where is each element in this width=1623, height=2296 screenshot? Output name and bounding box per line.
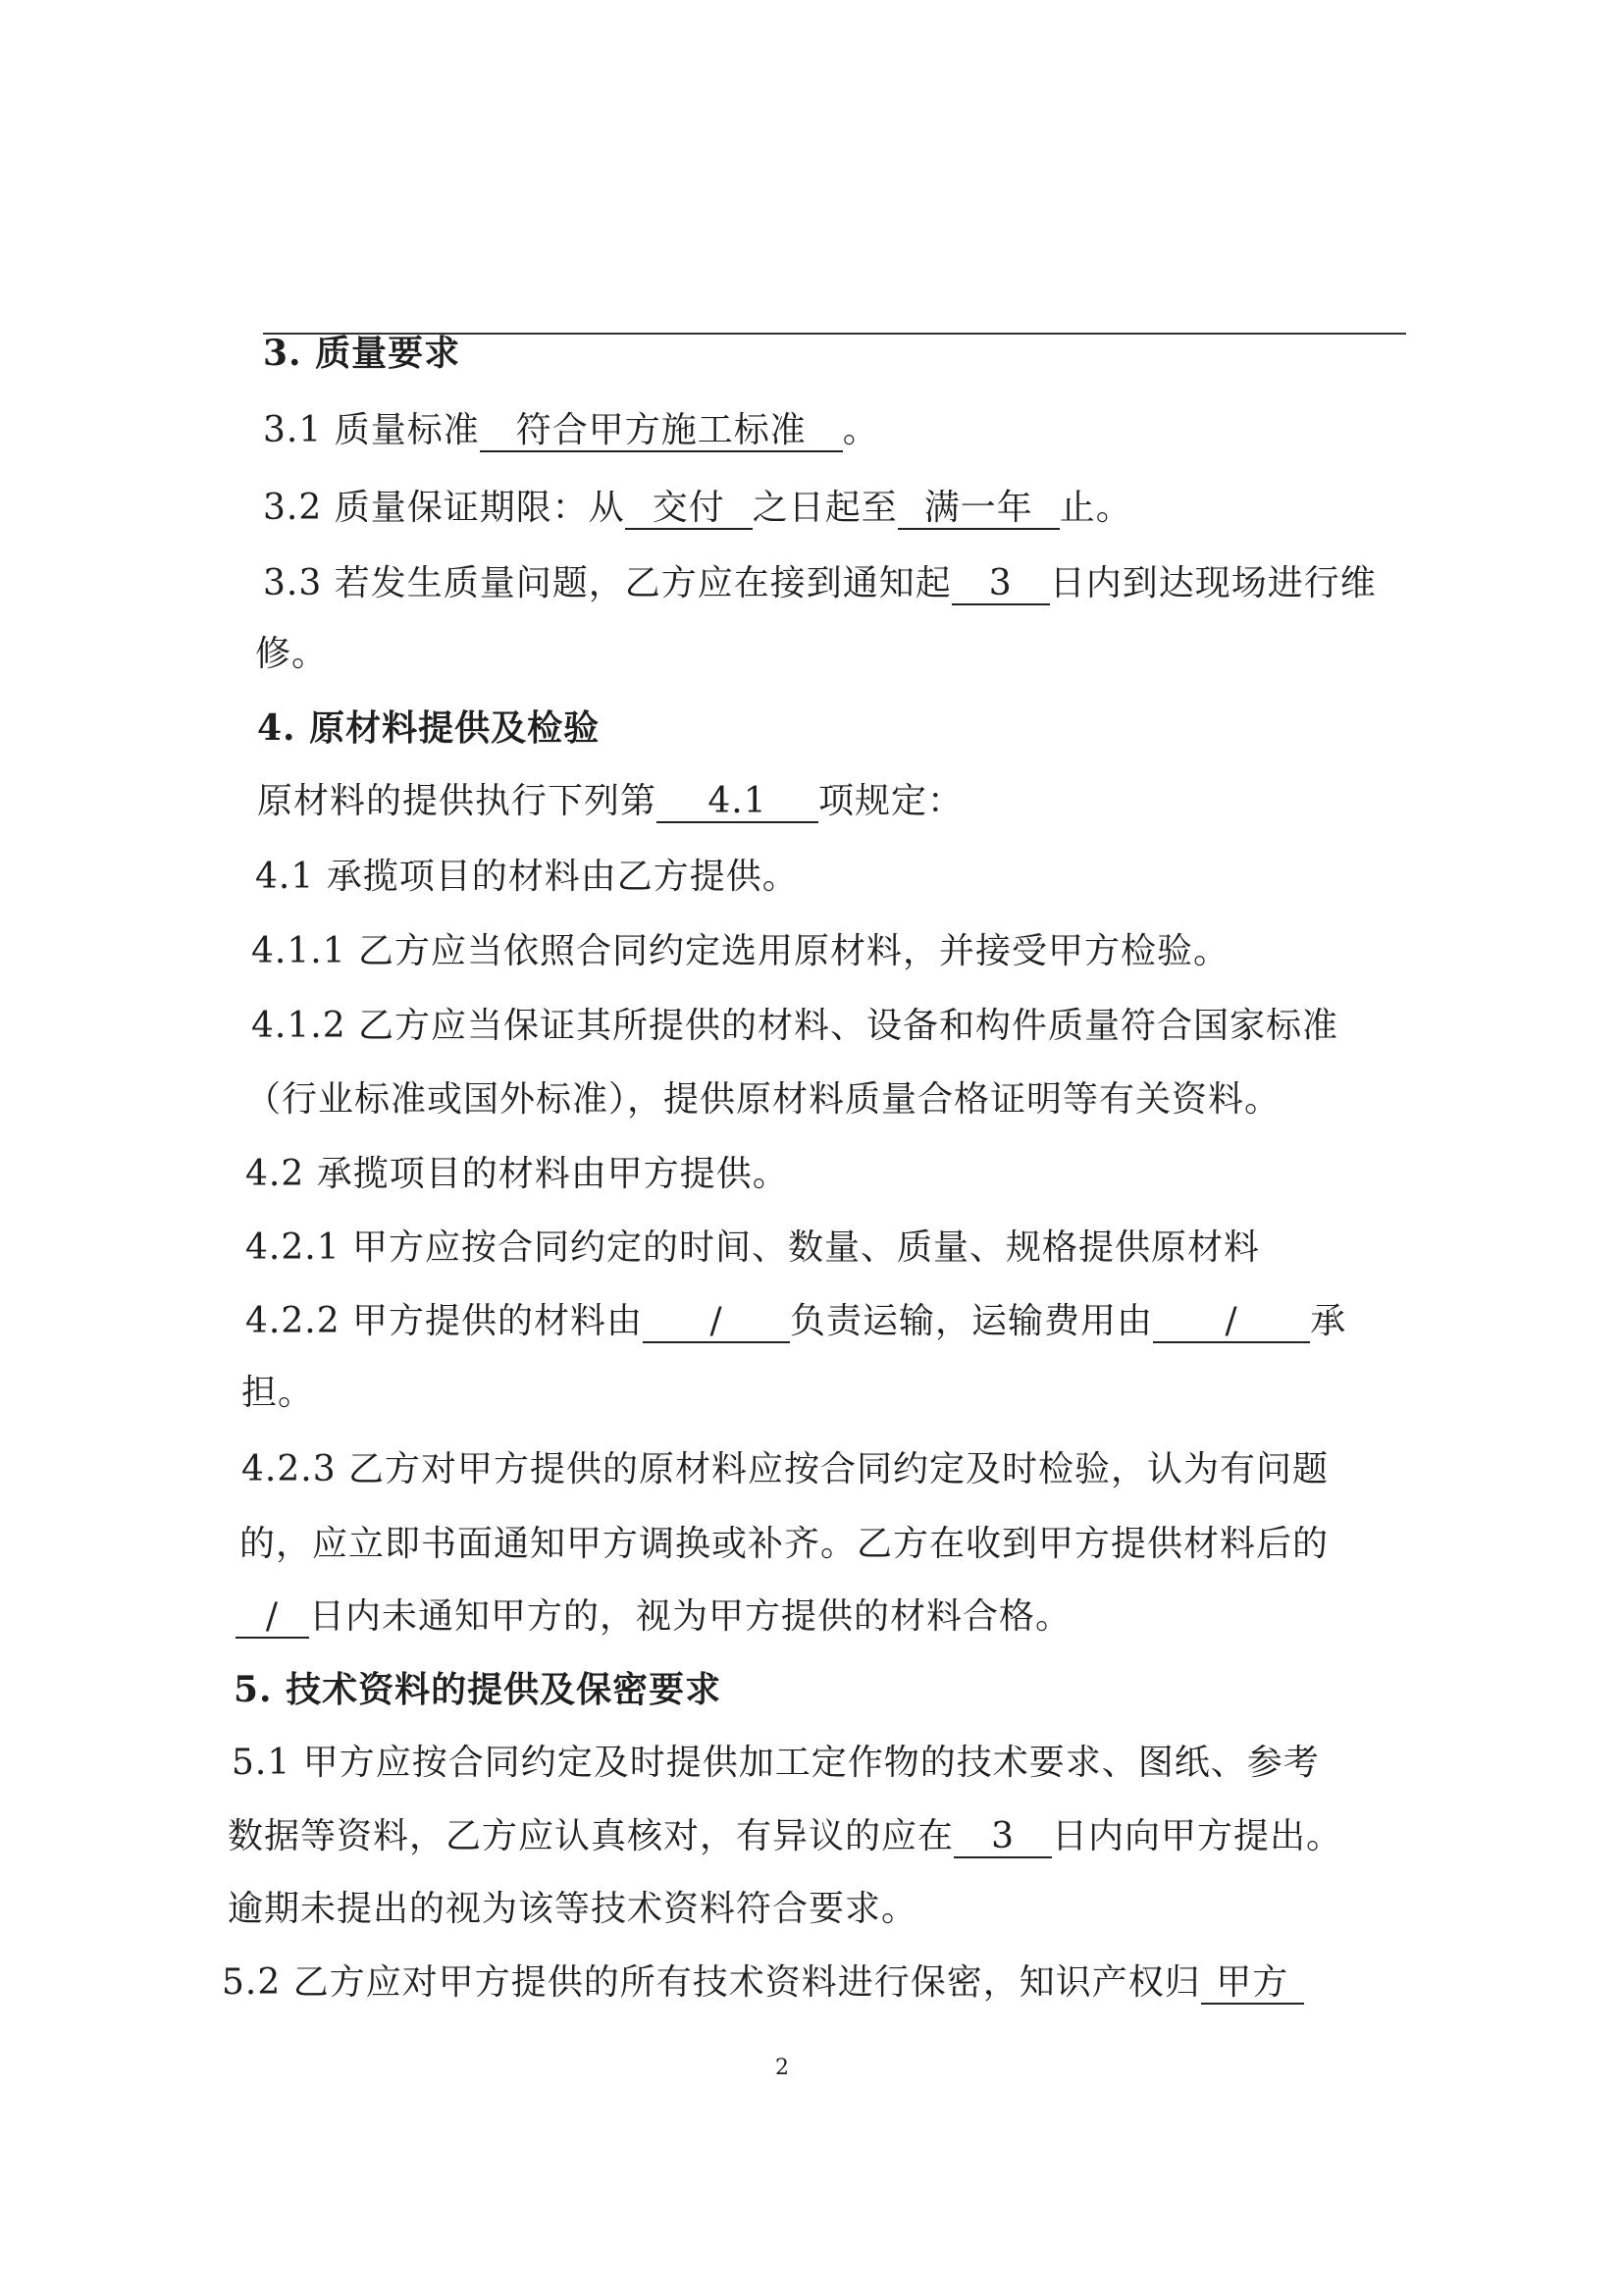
clause-5-1-cont2: 逾期未提出的视为该等技术资料符合要求。 xyxy=(228,1889,918,1929)
quality-standard-blank: 符合甲方施工标准 xyxy=(480,411,843,452)
clause-4-1-2: 4.1.2 乙方应当保证其所提供的材料、设备和构件质量符合国家标准 xyxy=(251,1006,1339,1046)
objection-days-blank: 3 xyxy=(954,1817,1052,1858)
transport-party-blank: / xyxy=(643,1302,790,1343)
clause-4-2: 4.2 承揽项目的材料由甲方提供。 xyxy=(245,1154,789,1194)
warranty-end-blank: 满一年 xyxy=(898,489,1060,530)
transport-cost-blank: / xyxy=(1153,1302,1310,1343)
clause-4-2-2-cont: 担。 xyxy=(241,1373,315,1413)
clause-4-2-1: 4.2.1 甲方应按合同约定的时间、数量、质量、规格提供原材料 xyxy=(245,1227,1261,1268)
inspection-days-blank: / xyxy=(236,1597,309,1639)
section-5-heading: 5. 技术资料的提供及保密要求 xyxy=(234,1669,722,1710)
materials-intro: 原材料的提供执行下列第 4.1 项规定： xyxy=(257,781,965,821)
clause-4-1-2-cont: （行业标准或国外标准），提供原材料质量合格证明等有关资料。 xyxy=(245,1079,1282,1120)
clause-5-2: 5.2 乙方应对甲方提供的所有技术资料进行保密，知识产权归 甲方 xyxy=(222,1959,1304,2007)
clause-4-2-2: 4.2.2 甲方提供的材料由 / 负责运输，运输费用由 / 承 xyxy=(245,1301,1347,1341)
clause-3-3-cont: 修。 xyxy=(255,634,329,674)
clause-4-2-3: 4.2.3 乙方对甲方提供的原材料应按合同约定及时检验，认为有问题 xyxy=(241,1449,1330,1489)
clause-4-1: 4.1 承揽项目的材料由乙方提供。 xyxy=(255,857,799,897)
clause-3-3: 3.3 若发生质量问题，乙方应在接到通知起 3 日内到达现场进行维 xyxy=(263,563,1377,603)
section-4-heading: 4. 原材料提供及检验 xyxy=(257,707,601,749)
section-3-heading: 3. 质量要求 xyxy=(263,333,461,374)
materials-clause-blank: 4.1 xyxy=(656,782,818,823)
clause-3-2: 3.2 质量保证期限：从 交付 之日起至 满一年 止。 xyxy=(263,488,1132,528)
clause-3-1: 3.1 质量标准 符合甲方施工标准 。 xyxy=(263,410,879,450)
page-number: 2 xyxy=(775,2056,789,2080)
warranty-start-blank: 交付 xyxy=(625,489,753,530)
ip-owner-blank: 甲方 xyxy=(1201,1963,1304,2005)
clause-4-2-3-cont2: / 日内未通知甲方的，视为甲方提供的材料合格。 xyxy=(236,1593,1072,1641)
clause-4-2-3-cont1: 的，应立即书面通知甲方调换或补齐。乙方在收到甲方提供材料后的 xyxy=(239,1524,1330,1564)
repair-days-blank: 3 xyxy=(952,564,1050,605)
clause-5-1: 5.1 甲方应按合同约定及时提供加工定作物的技术要求、图纸、参考 xyxy=(232,1743,1320,1783)
clause-5-1-cont1: 数据等资料，乙方应认真核对，有异议的应在 3 日内向甲方提出。 xyxy=(228,1816,1343,1856)
clause-4-1-1: 4.1.1 乙方应当依照合同约定选用原材料，并接受甲方检验。 xyxy=(251,931,1230,971)
